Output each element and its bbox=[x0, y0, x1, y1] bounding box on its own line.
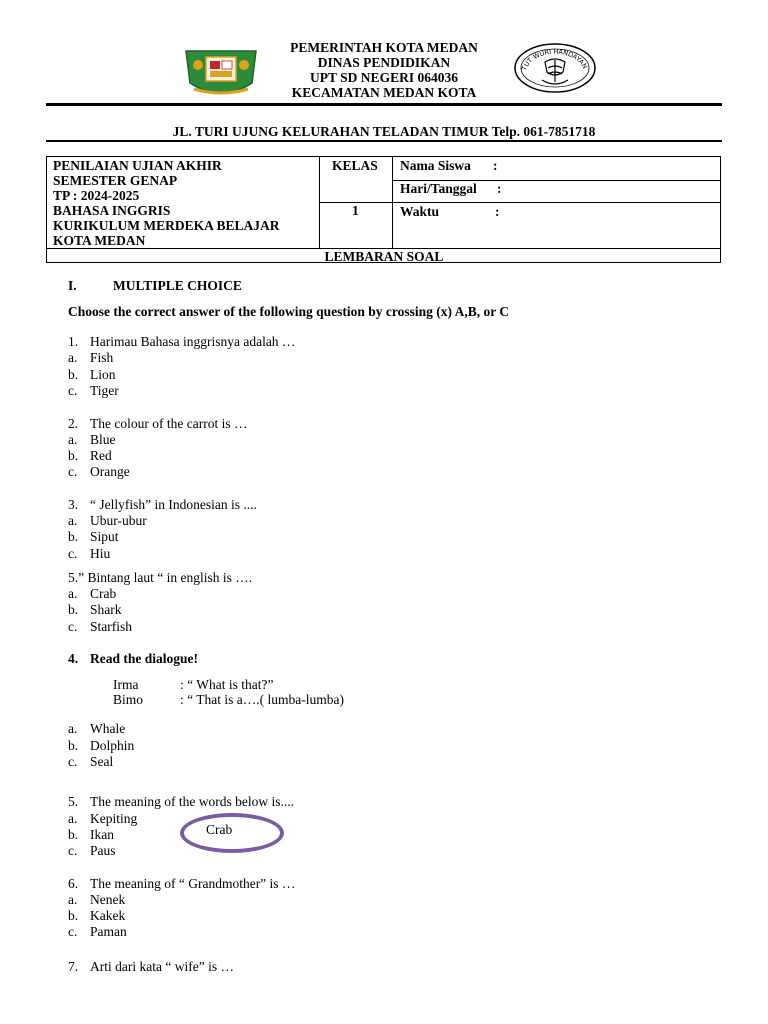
waktu-label: Waktu bbox=[400, 204, 440, 219]
option-text: Seal bbox=[90, 754, 114, 769]
option-letter: b. bbox=[68, 367, 79, 382]
option-letter: c. bbox=[68, 754, 78, 769]
question-text: The meaning of “ Grandmother” is … bbox=[90, 876, 296, 891]
question-number: 5. bbox=[68, 794, 79, 809]
exam-line: KOTA MEDAN bbox=[53, 233, 146, 248]
option-letter: b. bbox=[68, 529, 79, 544]
option-text: Siput bbox=[90, 529, 119, 544]
option-text: Kakek bbox=[90, 908, 126, 923]
option-letter: b. bbox=[68, 602, 79, 617]
question-number: 7. bbox=[68, 959, 79, 974]
exam-line: BAHASA INGGRIS bbox=[53, 203, 171, 218]
option-text: Crab bbox=[90, 586, 117, 601]
question-number: 4. bbox=[68, 651, 79, 666]
question-text: Harimau Bahasa inggrisnya adalah … bbox=[90, 334, 296, 349]
table-divider bbox=[319, 202, 721, 203]
option-text: Kepiting bbox=[90, 811, 138, 826]
option-text: Nenek bbox=[90, 892, 126, 907]
option-letter: a. bbox=[68, 513, 78, 528]
option-letter: c. bbox=[68, 464, 78, 479]
option-letter: a. bbox=[68, 721, 78, 736]
question-number: 3. bbox=[68, 497, 79, 512]
question-number: 2. bbox=[68, 416, 79, 431]
option-letter: a. bbox=[68, 811, 78, 826]
nama-siswa-colon: : bbox=[493, 158, 498, 173]
header-line-district: KECAMATAN MEDAN KOTA bbox=[291, 85, 477, 100]
option-letter: a. bbox=[68, 350, 78, 365]
dialogue-line: : “ That is a….( lumba-lumba) bbox=[180, 692, 344, 707]
hari-tanggal-colon: : bbox=[497, 181, 502, 196]
option-text: Orange bbox=[90, 464, 130, 479]
option-letter: c. bbox=[68, 383, 78, 398]
question-text: 5.” Bintang laut “ in english is …. bbox=[68, 570, 253, 585]
header-line-department: DINAS PENDIDIKAN bbox=[317, 55, 451, 70]
waktu-colon: : bbox=[495, 204, 500, 219]
question-text: Read the dialogue! bbox=[90, 651, 198, 666]
question-text: Arti dari kata “ wife” is … bbox=[90, 959, 234, 974]
option-letter: c. bbox=[68, 843, 78, 858]
option-text: Whale bbox=[90, 721, 126, 736]
option-text: Ubur-ubur bbox=[90, 513, 147, 528]
header-divider-thin bbox=[46, 140, 722, 142]
option-text: Paus bbox=[90, 843, 116, 858]
question-number: 6. bbox=[68, 876, 79, 891]
header-line-government: PEMERINTAH KOTA MEDAN bbox=[290, 40, 478, 55]
option-letter: b. bbox=[68, 908, 79, 923]
question-text: “ Jellyfish” in Indonesian is .... bbox=[90, 497, 257, 512]
option-text: Fish bbox=[90, 350, 114, 365]
option-text: Red bbox=[90, 448, 112, 463]
dialogue-line: : “ What is that?” bbox=[180, 677, 274, 692]
option-text: Tiger bbox=[90, 383, 119, 398]
nama-siswa-label: Nama Siswa bbox=[400, 158, 471, 173]
option-letter: a. bbox=[68, 892, 78, 907]
question-number: 1. bbox=[68, 334, 79, 349]
option-text: Blue bbox=[90, 432, 116, 447]
option-letter: b. bbox=[68, 738, 79, 753]
exam-line: SEMESTER GENAP bbox=[53, 173, 178, 188]
kelas-value: 1 bbox=[352, 203, 359, 218]
exam-line: KURIKULUM MERDEKA BELAJAR bbox=[53, 218, 280, 233]
school-header bbox=[240, 40, 528, 100]
option-text: Starfish bbox=[90, 619, 132, 634]
option-letter: c. bbox=[68, 924, 78, 939]
dialogue-speaker: Bimo bbox=[113, 692, 144, 707]
exam-line: TP : 2024-2025 bbox=[53, 188, 140, 203]
circled-word: Crab bbox=[206, 822, 233, 837]
option-letter: c. bbox=[68, 546, 78, 561]
exam-info-table bbox=[46, 156, 721, 263]
section-title: MULTIPLE CHOICE bbox=[113, 278, 242, 293]
option-letter: c. bbox=[68, 619, 78, 634]
hari-tanggal-label: Hari/Tanggal bbox=[400, 181, 477, 196]
tut-wuri-handayani-icon bbox=[512, 42, 598, 94]
option-letter: a. bbox=[68, 586, 78, 601]
option-letter: b. bbox=[68, 448, 79, 463]
option-text: Hiu bbox=[90, 546, 111, 561]
kelas-label: KELAS bbox=[332, 158, 378, 173]
option-text: Shark bbox=[90, 602, 122, 617]
lembaran-soal-title: LEMBARAN SOAL bbox=[324, 249, 444, 264]
option-text: Ikan bbox=[90, 827, 114, 842]
option-text: Lion bbox=[90, 367, 116, 382]
question-text: The meaning of the words below is.... bbox=[90, 794, 294, 809]
option-text: Dolphin bbox=[90, 738, 135, 753]
section-number: I. bbox=[68, 278, 77, 293]
exam-description bbox=[53, 158, 280, 248]
header-divider-thick bbox=[46, 103, 722, 106]
exam-line: PENILAIAN UJIAN AKHIR bbox=[53, 158, 222, 173]
option-letter: b. bbox=[68, 827, 79, 842]
question-text: The colour of the carrot is … bbox=[90, 416, 248, 431]
dialogue-speaker: Irma bbox=[113, 677, 139, 692]
tut-wuri-text: TUT WURI HANDAYAN bbox=[520, 47, 590, 72]
option-letter: a. bbox=[68, 432, 78, 447]
instruction-text: Choose the correct answer of the following question by crossing (x) A,B, or C bbox=[68, 304, 510, 319]
school-address: JL. TURI UJUNG KELURAHAN TELADAN TIMUR Telp. 061-7851718 bbox=[172, 124, 596, 139]
header-line-school: UPT SD NEGERI 064036 bbox=[310, 70, 458, 85]
option-text: Paman bbox=[90, 924, 127, 939]
